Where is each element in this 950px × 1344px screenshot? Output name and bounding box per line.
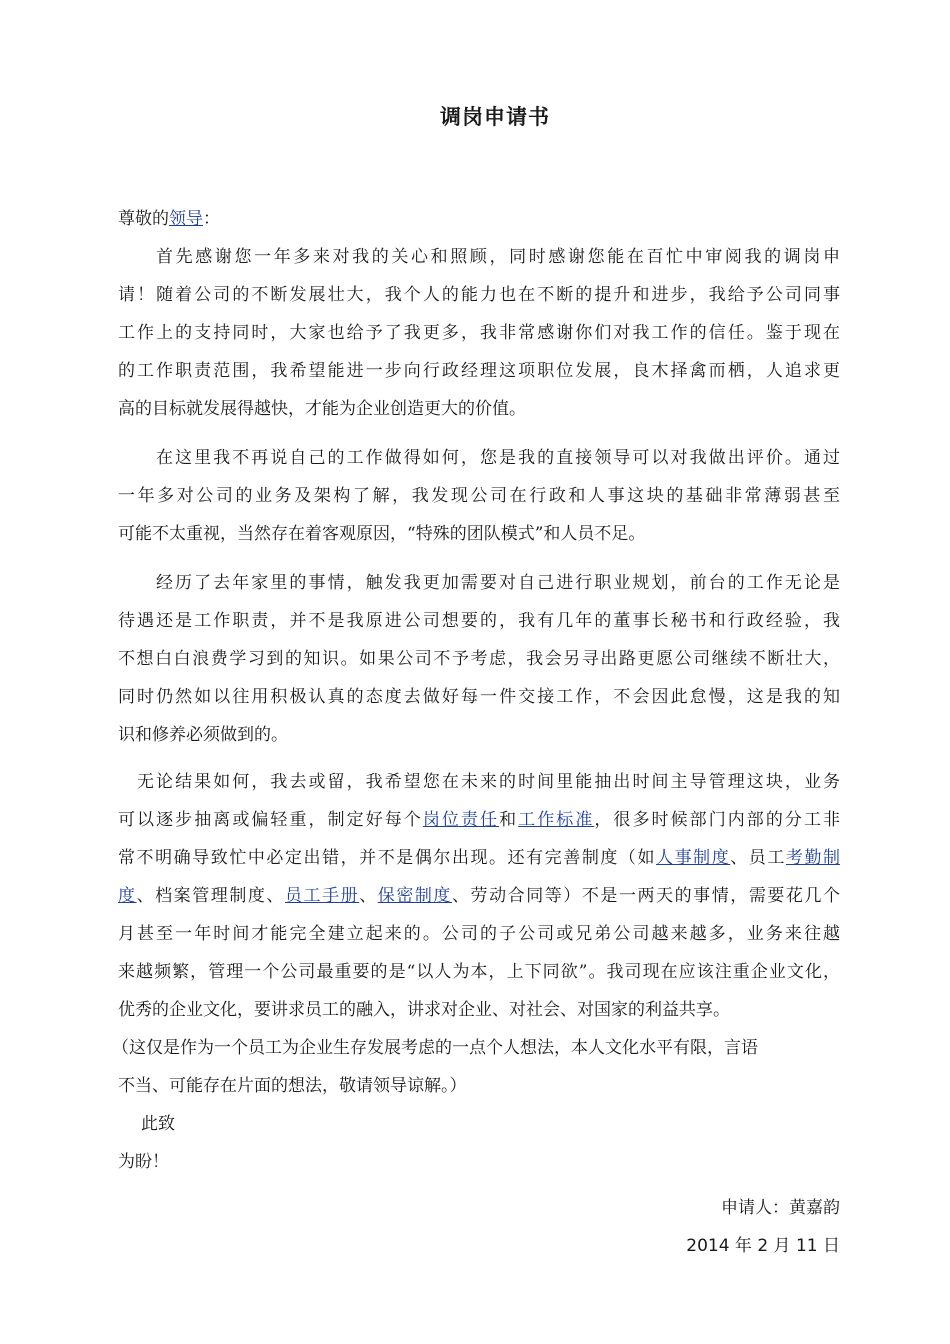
paragraph-4-line xyxy=(118,839,840,877)
paragraph-3-line: 待遇还是工作职责，并不是我原进公司想要的，我有几年的董事长秘书和行政经验，我 xyxy=(118,611,840,631)
leader-link[interactable]: 领导 xyxy=(169,209,203,229)
paragraph-3-line: 经历了去年家里的事情，触发我更加需要对自己进行职业规划，前台的工作无论是 xyxy=(156,573,840,593)
paragraph-3-line: 识和修养必须做到的。 xyxy=(118,725,288,745)
paragraph-2-line: 在这里我不再说自己的工作做得如何，您是我的直接领导可以对我做出评价。通过 xyxy=(156,448,840,468)
paragraph-1-line: 高的目标就发展得越快，才能为企业创造更大的价值。 xyxy=(118,399,526,419)
paragraph-4-line: 月甚至一年时间才能完全建立起来的。公司的子公司或兄弟公司越来越多，业务来往越 xyxy=(118,924,840,944)
text-run: 、 xyxy=(359,886,378,906)
paragraph-3-line: 不想白白浪费学习到的知识。如果公司不予考虑，我会另寻出路更愿公司继续不断壮大， xyxy=(118,649,840,669)
closing-line: 此致 xyxy=(141,1114,175,1134)
paragraph-1-line: 请！随着公司的不断发展壮大，我个人的能力也在不断的提升和进步，我给予公司同事 xyxy=(118,285,840,305)
paragraph-2-line: 可能不太重视，当然存在着客观原因，“特殊的团队模式”和人员不足。 xyxy=(118,524,646,544)
attendance-policy-link-cont[interactable]: 度 xyxy=(118,886,137,906)
document-title: 调岗申请书 xyxy=(440,105,550,129)
paragraph-4-line xyxy=(118,801,840,839)
paragraph-1-line: 工作上的支持同时，大家也给予了我更多，我非常感谢你们对我工作的信任。鉴于现在 xyxy=(118,323,840,343)
work-standard-link[interactable]: 工作标准 xyxy=(518,810,595,830)
attendance-policy-link[interactable]: 考勤制 xyxy=(785,848,841,868)
paragraph-4-line: 优秀的企业文化，要讲求员工的融入，讲求对企业、对社会、对国家的利益共享。 xyxy=(118,1000,730,1020)
date: 2014 年 2 月 11 日 xyxy=(686,1236,840,1256)
text-run: 和 xyxy=(499,810,519,830)
closing-line: 为盼！ xyxy=(118,1152,169,1172)
paragraph-1-line: 首先感谢您一年多来对我的关心和照顾，同时感谢您能在百忙中审阅我的调岗申 xyxy=(156,247,840,267)
text-run: 、档案管理制度、 xyxy=(136,886,285,906)
hr-policy-link[interactable]: 人事制度 xyxy=(656,848,731,868)
note-line: （这仅是作为一个员工为企业生存发展考虑的一点个人想法，本人文化水平有限，言语 xyxy=(112,1038,758,1058)
job-responsibility-link[interactable]: 岗位责任 xyxy=(422,810,500,830)
text-run: ，很多时候部门内部的分工非 xyxy=(594,810,841,830)
text-run: 常不明确导致忙中必定出错，并不是偶尔出现。还有完善制度（如 xyxy=(118,848,657,868)
note-line: 不当、可能存在片面的想法，敬请领导谅解。） xyxy=(118,1076,467,1096)
paragraph-4-line xyxy=(118,877,840,915)
paragraph-2-line: 一年多对公司的业务及架构了解，我发现公司在行政和人事这块的基础非常薄弱甚至 xyxy=(118,486,840,506)
paragraph-4-line: 无论结果如何，我去或留，我希望您在未来的时间里能抽出时间主导管理这块，业务 xyxy=(137,772,840,792)
paragraph-4-line: 来越频繁，管理一个公司最重要的是“以人为本，上下同欲”。我司现在应该注重企业文化， xyxy=(118,962,840,982)
text-run: 可以逐步抽离或偏轻重，制定好每个 xyxy=(118,810,423,830)
text-run: 、劳动合同等）不是一两天的事情，需要花几个 xyxy=(451,886,841,906)
salutation-suffix: ： xyxy=(203,209,220,229)
document-body xyxy=(112,200,841,1265)
text-run: 、员工 xyxy=(730,848,786,868)
salutation-prefix: 尊敬的 xyxy=(118,209,169,229)
confidentiality-policy-link[interactable]: 保密制度 xyxy=(377,886,452,906)
salutation xyxy=(118,200,840,238)
employee-handbook-link[interactable]: 员工手册 xyxy=(284,886,360,906)
paragraph-1-line: 的工作职责范围，我希望能进一步向行政经理这项职位发展，良木择禽而栖，人追求更 xyxy=(118,361,840,381)
paragraph-3-line: 同时仍然如以往用积极认真的态度去做好每一件交接工作，不会因此怠慢，这是我的知 xyxy=(118,687,840,707)
signature: 申请人：黄嘉韵 xyxy=(721,1198,840,1218)
